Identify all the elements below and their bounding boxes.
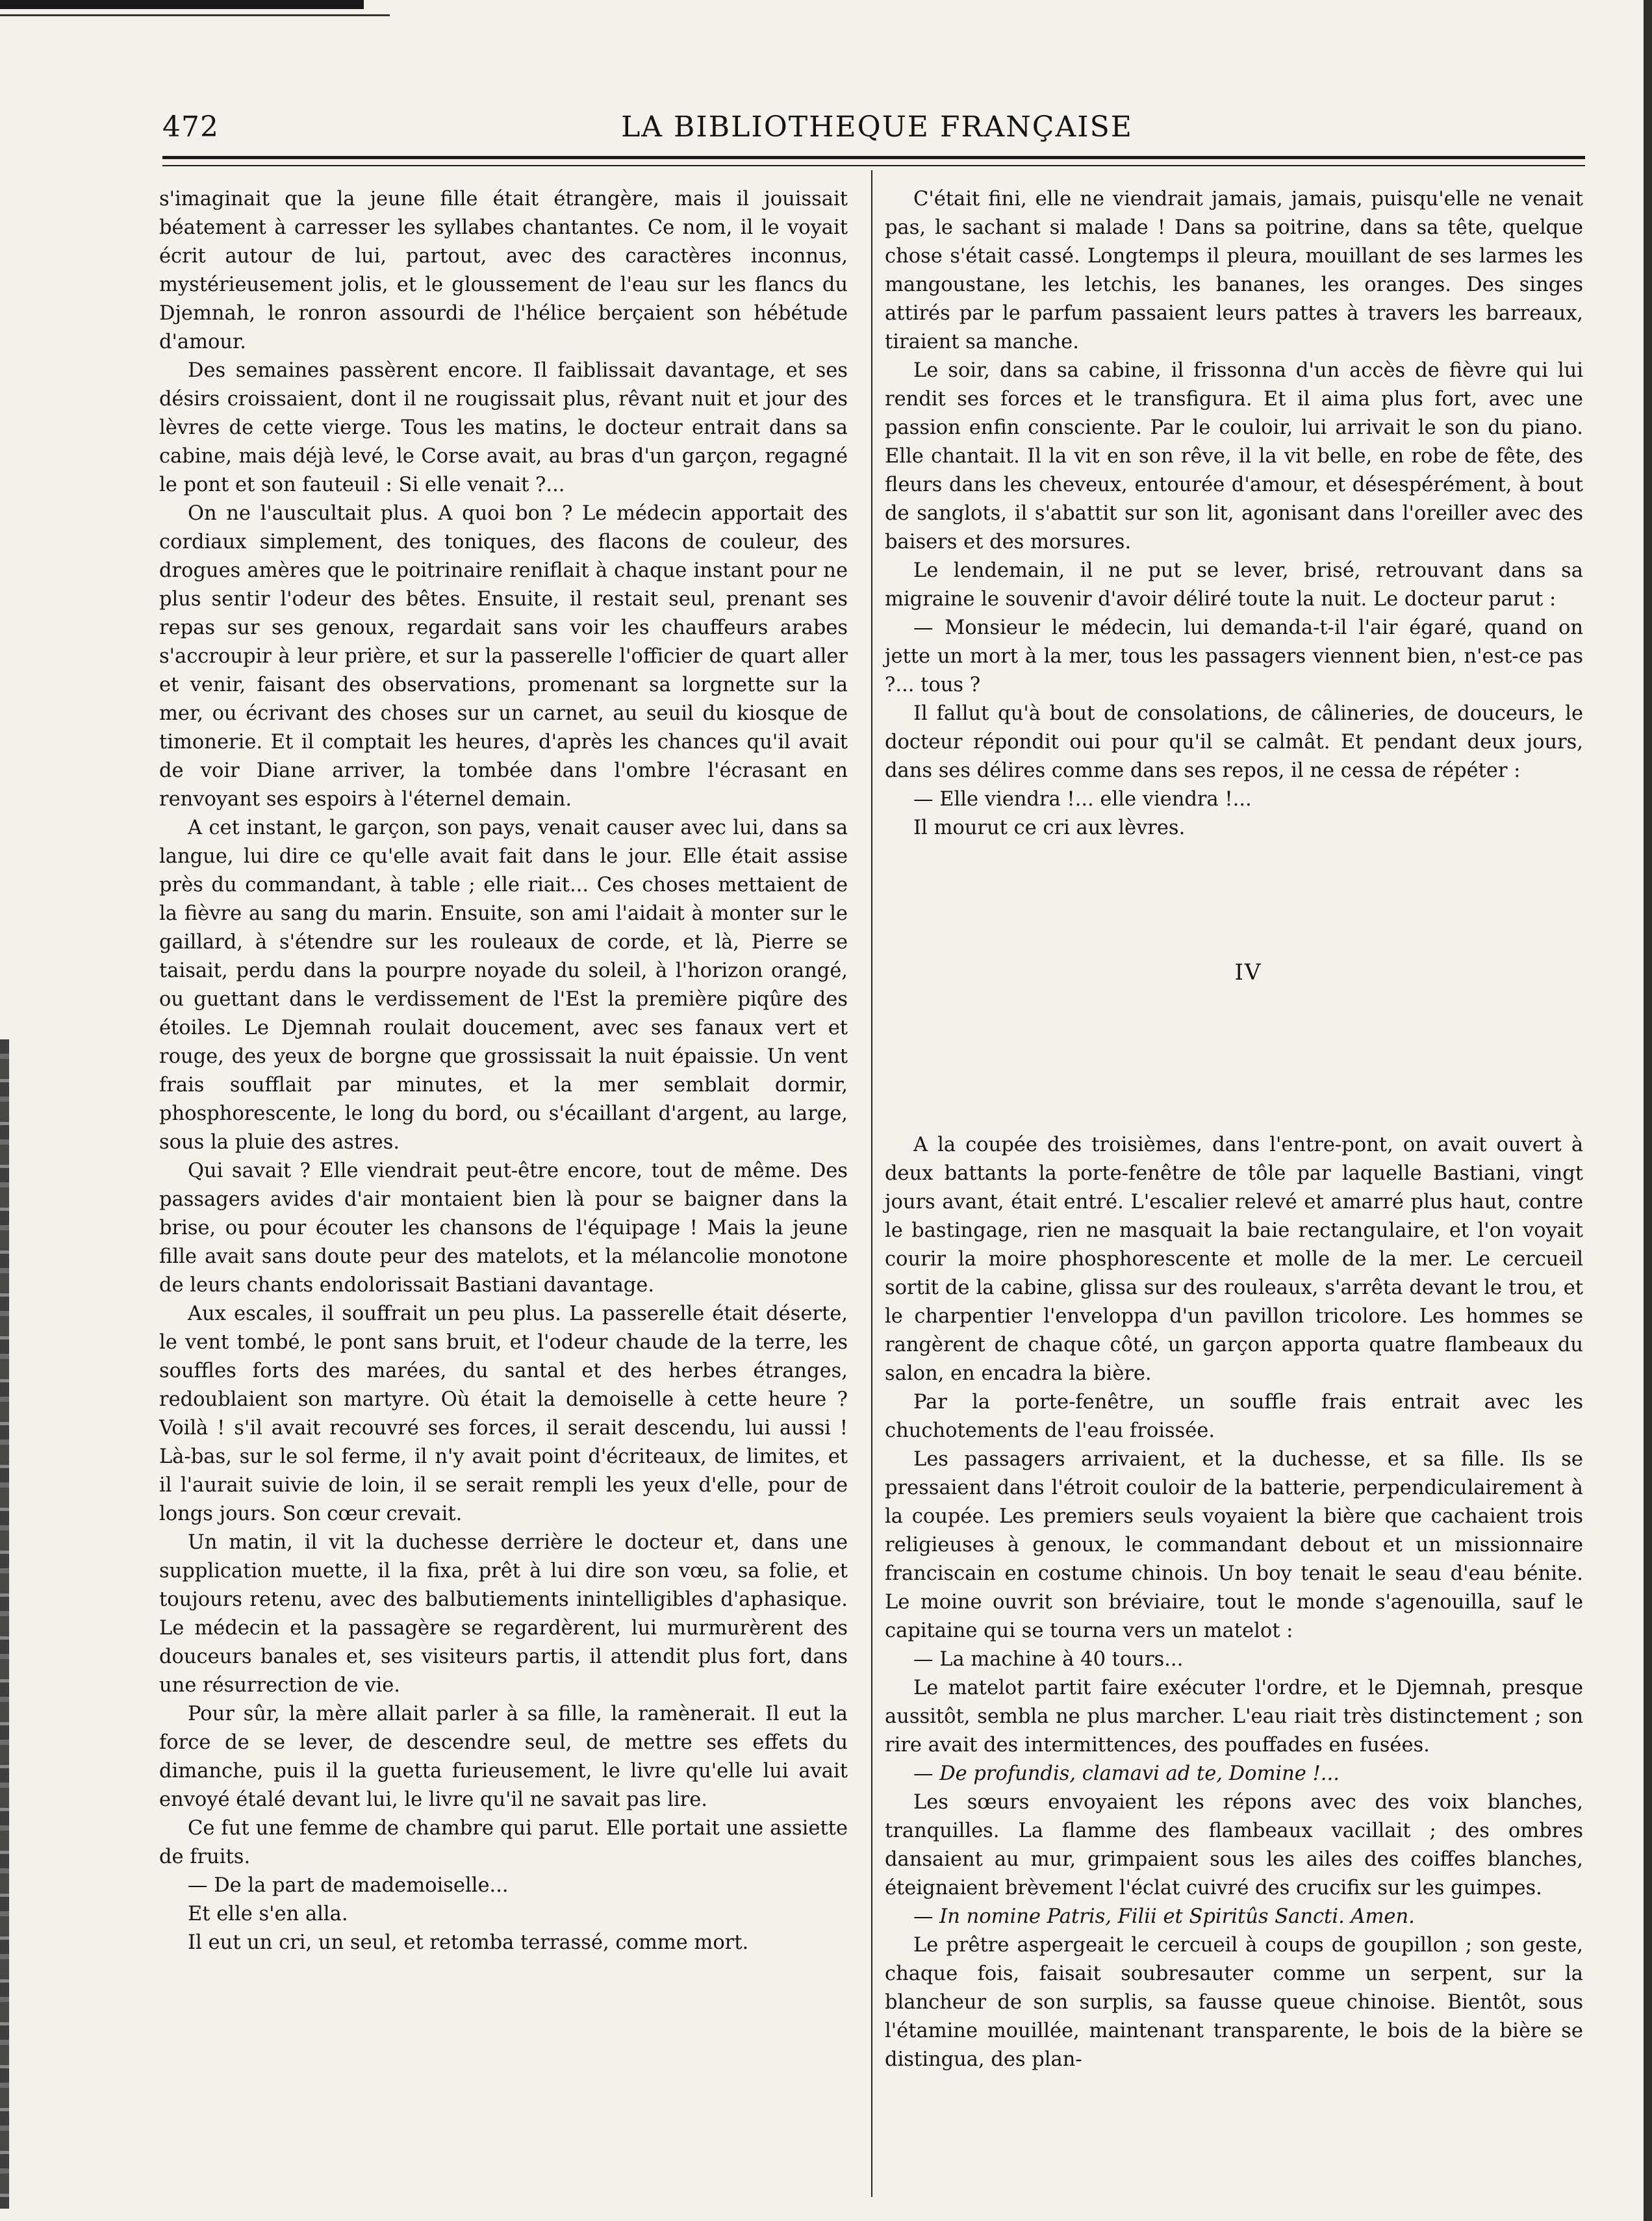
paragraph: Il mourut ce cri aux lèvres. — [913, 817, 1186, 839]
top-edge-rule — [0, 0, 364, 9]
paragraph: Ce fut une femme de chambre qui parut. Elle portait une assiette de fruits. — [159, 1817, 848, 1868]
paragraph: Qui savait ? Elle viendrait peut-être encore, tout de même. Des passagers avides d'air montaient bien là pour se baigner dans la brise, ou pour écouter les chansons de l'équipage ! Mais la jeune fille avait sans doute peur des matelots, et la mélancolie monotone de leurs chants endolorissait Bastiani davantage. — [159, 1160, 848, 1297]
paragraph: Des semaines passèrent encore. Il faiblissait davantage, et ses désirs croissaient, dont il ne rougissait plus, rêvant nuit et jour des lèvres de cette vierge. Tous les matins, le docteur entrait dans sa cabine, mais déjà levé, le Corse avait, au bras d'un garçon, regagné le pont et son fauteuil : Si elle venait ?... — [159, 359, 848, 496]
running-title: LA BIBLIOTHEQUE FRANÇAISE — [621, 110, 1133, 144]
paragraph: Le soir, dans sa cabine, il frissonna d'un accès de fièvre qui lui rendit ses forces et le transfigura. Et il aima plus fort, avec une passion enfin consciente. Par le couloir, lui arrivait le son du piano. Elle chantait. Il la vit en son rêve, il la vit belle, en robe de fête, des fleurs dans les cheveux, entourée d'amour, et désespérément, à bout de sanglots, il s'abattit sur son lit, agonisant dans l'oreiller avec des baisers et des morsures. — [885, 359, 1583, 553]
page-binding-edge — [0, 1039, 9, 2209]
dialogue-line: — Elle viendra !... elle viendra !... — [913, 788, 1252, 811]
paragraph: Les passagers arrivaient, et la duchesse, et sa fille. Ils se pressaient dans l'étroit couloir de la batterie, perpendiculairement à la coupée. Les premiers seuls voyaient la bière que cachaient trois religieuses à genoux, le commandant debout et un missionnaire franciscain en costume chinois. Un boy tenait le seau d'eau bénite. Le moine ouvrit son bréviaire, tout le monde s'agenouilla, sauf le capitaine qui se tourna vers un matelot : — [885, 1448, 1583, 1642]
right-column — [885, 185, 1583, 2074]
paragraph: Et elle s'en alla. — [188, 1903, 348, 1925]
paragraph: Le prêtre aspergeait le cercueil à coups de goupillon ; son geste, chaque fois, faisait soubresauter comme un serpent, sur la blancheur de son surplis, sa fausse queue chinoise. Bientôt, sous l'étamine mouillée, maintenant transparente, le bois de la bière se distingua, des plan- — [885, 1934, 1583, 2071]
paragraph: Un matin, il vit la duchesse derrière le docteur et, dans une supplication muette, il la fixa, prêt à lui dire son vœu, sa folie, et toujours retenu, avec des balbutiements inintelligibles d'aphasique. Le médecin et la passagère se regardèrent, lui murmurèrent des douceurs banales et, ses visiteurs partis, il attendit plus fort, dans une résurrection de vie. — [159, 1531, 848, 1697]
paragraph: Le lendemain, il ne put se lever, brisé, retrouvant dans sa migraine le souvenir d'avoir déliré toute la nuit. Le docteur parut : — [885, 559, 1583, 611]
page-number: 472 — [162, 110, 219, 144]
header-rule-thick — [162, 156, 1585, 159]
dialogue-line: — De la part de mademoiselle... — [188, 1874, 509, 1897]
section-heading: IV — [1234, 959, 1262, 985]
paragraph: A cet instant, le garçon, son pays, venait causer avec lui, dans sa langue, lui dire ce qu'elle avait fait dans le jour. Elle était assise près du commandant, à table ; elle riait... Ces choses mettaient de la fièvre au sang du marin. Ensuite, son ami l'aidait à monter sur le gaillard, à s'étendre sur les rouleaux de corde, et là, Pierre se taisait, perdu dans la pourpre noyade du soleil, à l'horizon orangé, ou guettant dans le verdissement de l'Est la première piqûre des étoiles. Le Djemnah roulait doucement, avec ses fanaux vert et rouge, des yeux de borgne que grossissait la nuit épaissie. Un vent frais soufflait par minutes, et la mer semblait dormir, phosphorescente, le long du bord, ou s'écaillant d'argent, au large, sous la pluie des astres. — [159, 817, 848, 1154]
paragraph: Le matelot partit faire exécuter l'ordre, et le Djemnah, presque aussitôt, sembla ne plus marcher. L'eau riait très distinctement ; son rire avait des intermittences, des pouffades en fusées. — [885, 1677, 1583, 1757]
paragraph: A la coupée des troisièmes, dans l'entre-pont, on avait ouvert à deux battants la porte-fenêtre de tôle par laquelle Bastiani, vingt jours avant, était entré. L'escalier relevé et amarré plus haut, contre le bastingage, rien ne masquait la baie rectangulaire, et l'on voyait courir la moire phosphorescente et molle de la mer. Le cercueil sortit de la cabine, glissa sur des rouleaux, s'arrêta devant le trou, et le charpentier l'enveloppa d'un pavillon tricolore. Les hommes se rangèrent de chaque côté, un garçon apporta quatre flambeaux du salon, en encadra la bière. — [885, 1134, 1583, 1385]
header-rule-thin — [162, 165, 1585, 166]
page-right-edge — [1644, 0, 1652, 2221]
paragraph: s'imaginait que la jeune fille était étrangère, mais il jouissait béatement à carresser les syllabes chantantes. Ce nom, il le voyait écrit autour de lui, partout, avec des caractères inconnus, mystérieusement jolis, et le gloussement de l'eau sur les flancs du Djemnah, le ronron assourdi de l'hélice berçaient son hébétude d'amour. — [159, 188, 848, 353]
dialogue-line: — Monsieur le médecin, lui demanda-t-il l'air égaré, quand on jette un mort à la mer, tous les passagers viennent bien, n'est-ce pas ?... tous ? — [885, 616, 1583, 696]
paragraph: On ne l'auscultait plus. A quoi bon ? Le médecin apportait des cordiaux simplement, des toniques, des flacons de couleur, des drogues amères que le poitrinaire reniflait à chaque instant pour ne plus sentir l'odeur des bêtes. Ensuite, il restait seul, prenant ses repas sur ses genoux, regardait sans voir les chauffeurs arabes s'accroupir à leur prière, et sur la passerelle l'officier de quart aller et venir, faisant des observations, promenant sa lorgnette sur la mer, ou écrivant des choses sur un carnet, au seuil du kiosque de timonerie. Et il comptait les heures, d'après les chances qu'il avait de voir Diane arriver, la tombée dans l'ombre l'écrasant en renvoyant ses espoirs à l'éternel demain. — [159, 502, 848, 811]
paragraph: Aux escales, il souffrait un peu plus. La passerelle était déserte, le vent tombé, le pont sans bruit, et l'odeur chaude de la terre, les souffles forts des marées, du santal et des herbes étranges, redoublaient son martyre. Où était la demoiselle à cette heure ? Voilà ! s'il avait recouvré ses forces, il serait descendu, lui aussi ! Là-bas, sur le sol ferme, il n'y avait point d'écriteaux, de limites, et il l'aurait suivie de loin, il se serait rempli les yeux d'elle, pour de longs jours. Son cœur crevait. — [159, 1302, 848, 1525]
dialogue-line: — La machine à 40 tours... — [913, 1648, 1184, 1671]
top-edge-thin-rule — [0, 14, 390, 16]
latin-verse: — In nomine Patris, Filii et Spiritûs Sancti. Amen. — [913, 1905, 1415, 1928]
paragraph: Par la porte-fenêtre, un souffle frais entrait avec les chuchotements de l'eau froissée. — [885, 1391, 1583, 1442]
paragraph: Il eut un cri, un seul, et retomba terrassé, comme mort. — [188, 1931, 749, 1954]
latin-verse: — De profundis, clamavi ad te, Domine !... — [913, 1762, 1340, 1785]
page-header — [162, 110, 1592, 156]
paragraph: Pour sûr, la mère allait parler à sa fille, la ramènerait. Il eut la force de se lever, de descendre seul, de mettre ses effets du dimanche, puis il la guetta furieusement, le livre qu'elle lui avait envoyé étalé devant lui, le livre qu'il ne savait pas lire. — [159, 1703, 848, 1811]
paragraph: Il fallut qu'à bout de consolations, de câlineries, de douceurs, le docteur répondit oui pour qu'il se calmât. Et pendant deux jours, dans ses délires comme dans ses repos, il ne cessa de répéter : — [885, 702, 1583, 782]
paragraph: C'était fini, elle ne viendrait jamais, jamais, puisqu'elle ne venait pas, le sachant si malade ! Dans sa poitrine, dans sa tête, quelque chose s'était cassé. Longtemps il pleura, mouillant de ses larmes les mangoustane, les letchis, les bananes, les oranges. Des singes attirés par le parfum passaient leurs pattes à travers les barreaux, tiraient sa manche. — [885, 188, 1583, 353]
paragraph: Les sœurs envoyaient les répons avec des voix blanches, tranquilles. La flamme des flambeaux vacillait ; des ombres dansaient au mur, grimpaient sous les ailes des coiffes blanches, éteignaient brèvement l'éclat cuivré des crucifix sur les guimpes. — [885, 1791, 1583, 1899]
column-divider — [871, 170, 872, 2197]
left-column — [159, 185, 848, 1957]
